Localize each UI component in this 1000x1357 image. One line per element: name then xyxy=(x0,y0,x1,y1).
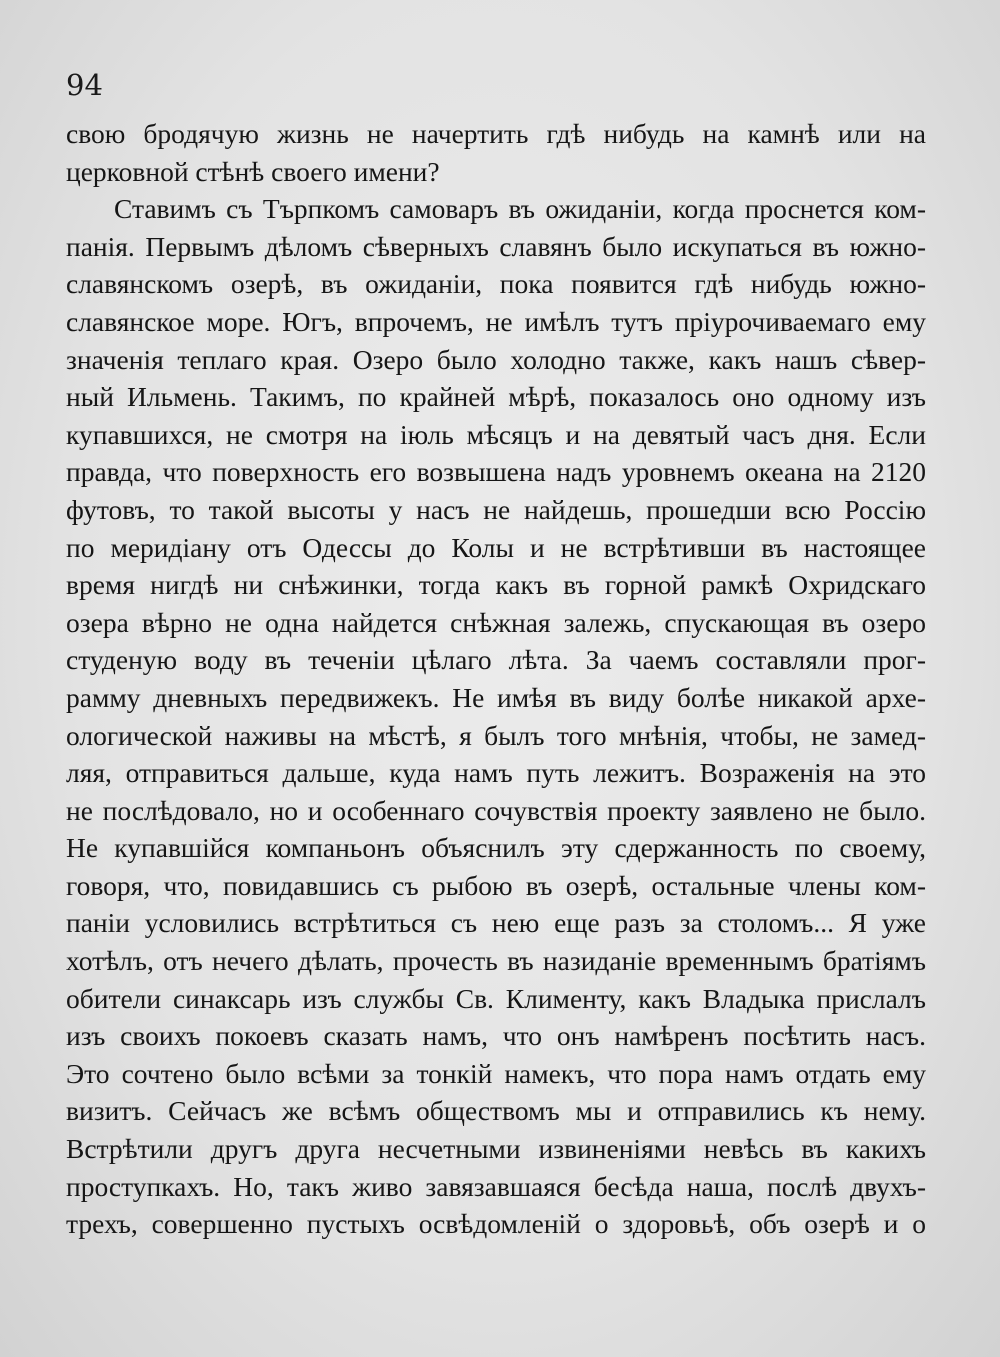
text-line: правда, что поверхность его возвышена надъ уровнемъ океана на 2120 xyxy=(66,456,926,488)
text-line: паніи условились встрѣтиться съ нею еще разъ за столомъ... Я уже xyxy=(66,907,926,939)
text-line: по меридіану отъ Одессы до Колы и не встрѣтивши въ настоящее xyxy=(66,531,926,563)
text-line: футовъ, то такой высоты у насъ не найдешь, прошедши всю Россію xyxy=(66,493,926,525)
text-line: ляя, отправиться дальше, куда намъ путь лежитъ. Возраженія на это xyxy=(66,757,926,789)
text-line: трехъ, совершенно пустыхъ освѣдомленій о здоровьѣ, объ озерѣ и о xyxy=(66,1208,926,1240)
text-line: Встрѣтили другъ друга несчетными извиненіями невѣсь въ какихъ xyxy=(66,1133,926,1165)
text-line: студеную воду въ теченіи цѣлаго лѣта. За чаемъ составляли прог- xyxy=(66,644,926,676)
page-number: 94 xyxy=(66,68,103,102)
text-line: хотѣлъ, отъ нечего дѣлать, прочесть въ назиданіе временнымъ братіямъ xyxy=(66,945,926,977)
text-line: славянскомъ озерѣ, въ ожиданіи, пока появится гдѣ нибудь южно- xyxy=(66,268,926,300)
text-line: значенія теплаго края. Озеро было холодно также, какъ нашъ сѣвер- xyxy=(66,343,926,375)
text-line: Это сочтено было всѣми за тонкій намекъ, что пора намъ отдать ему xyxy=(66,1057,926,1089)
text-line: говоря, что, повидавшись съ рыбою въ озерѣ, остальные члены ком- xyxy=(66,869,926,901)
text-line: Ставимъ съ Търпкомъ самоваръ въ ожиданіи, когда проснется ком- xyxy=(114,193,926,225)
text-line: Не купавшійся компаньонъ объяснилъ эту сдержанность по своему, xyxy=(66,832,926,864)
text-line: озера вѣрно не одна найдется снѣжная залежь, спускающая въ озеро xyxy=(66,606,926,638)
text-line: рамму дневныхъ передвижекъ. Не имѣя въ виду болѣе никакой архе- xyxy=(66,681,926,713)
body-text xyxy=(66,115,926,1243)
text-line: обители синаксарь изъ службы Св. Клименту, какъ Владыка прислалъ xyxy=(66,982,926,1014)
text-line: время нигдѣ ни снѣжинки, тогда какъ въ горной рамкѣ Охридскаго xyxy=(66,569,926,601)
text-line: церковной стѣнѣ своего имени? xyxy=(66,155,440,187)
text-line: славянское море. Югъ, впрочемъ, не имѣлъ тутъ пріурочиваемаго ему xyxy=(66,305,926,337)
text-line: изъ своихъ покоевъ сказать намъ, что онъ намѣренъ посѣтить насъ. xyxy=(66,1020,926,1052)
text-line: не послѣдовало, но и особеннаго сочувствія проекту заявлено не было. xyxy=(66,794,926,826)
text-line: купавшихся, не смотря на іюль мѣсяцъ и на девятый часъ дня. Если xyxy=(66,418,926,450)
text-line: визитъ. Сейчасъ же всѣмъ обществомъ мы и отправились къ нему. xyxy=(66,1095,926,1127)
text-line: свою бродячую жизнь не начертить гдѣ нибудь на камнѣ или на xyxy=(66,118,926,149)
text-line: проступкахъ. Но, такъ живо завязавшаяся бесѣда наша, послѣ двухъ- xyxy=(66,1170,926,1202)
text-line: панія. Первымъ дѣломъ сѣверныхъ славянъ было искупаться въ южно- xyxy=(66,230,926,262)
text-line: ологической наживы на мѣстѣ, я былъ того мнѣнія, чтобы, не замед- xyxy=(66,719,926,751)
text-line: ный Ильмень. Такимъ, по крайней мѣрѣ, показалось оно одному изъ xyxy=(66,381,926,413)
